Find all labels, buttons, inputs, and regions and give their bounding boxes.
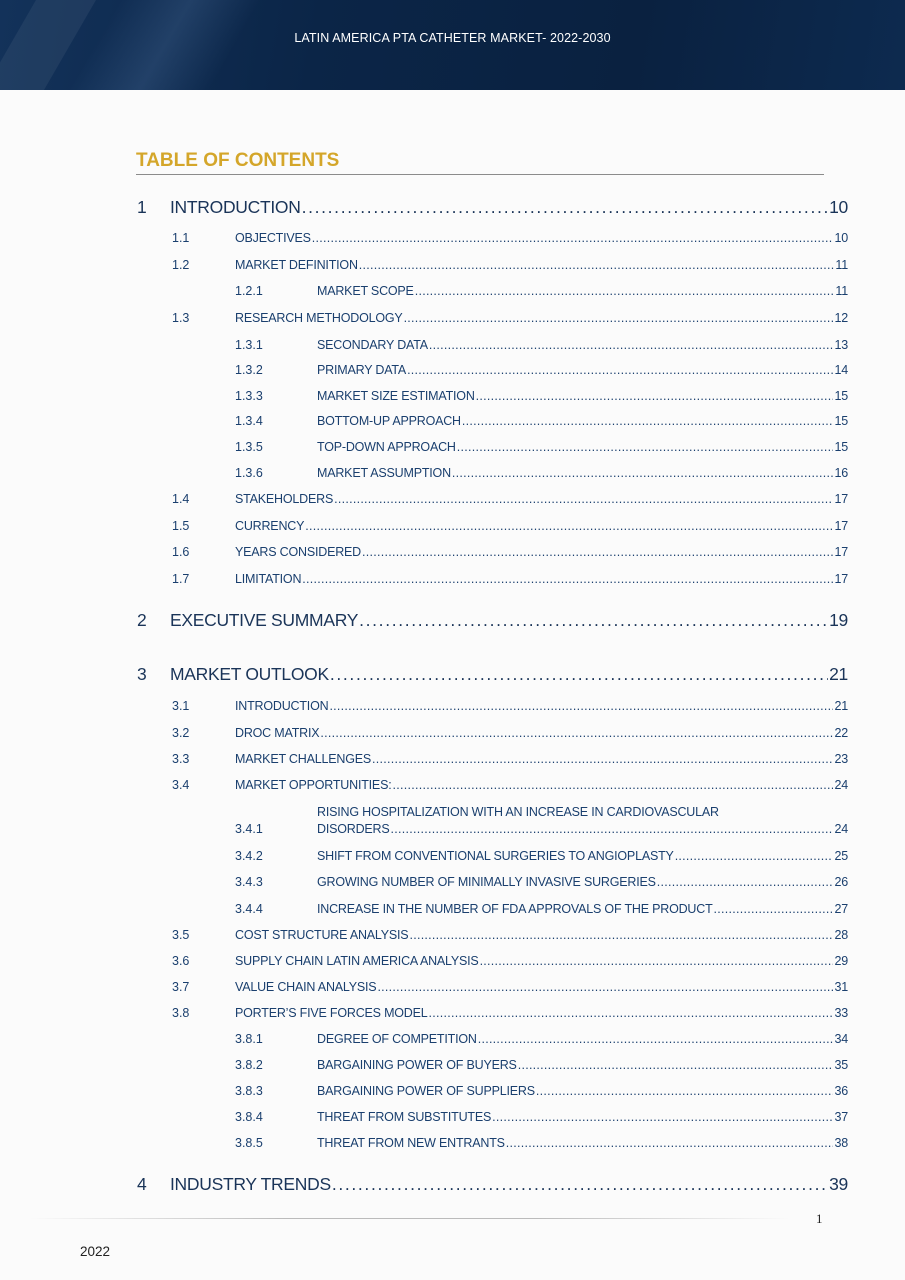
header-decor-stripe <box>69 0 261 90</box>
toc-entry-title: INTRODUCTION <box>235 699 329 713</box>
toc-entry-title: PORTER’S FIVE FORCES MODEL <box>235 1006 428 1020</box>
toc-entry-title: DISORDERS <box>317 822 390 836</box>
toc-entry-1-3-2[interactable] <box>317 363 848 377</box>
toc-entry-page: 13 <box>834 338 848 352</box>
toc-number-1-3-5: 1.3.5 <box>235 440 263 454</box>
toc-entry-page: 10 <box>834 231 848 245</box>
toc-entry-page: 31 <box>834 980 848 994</box>
footer-year: 2022 <box>80 1244 111 1259</box>
toc-number-3-7: 3.7 <box>172 980 190 994</box>
toc-number-3-8-2: 3.8.2 <box>235 1058 263 1072</box>
toc-number-3-8-3: 3.8.3 <box>235 1084 263 1098</box>
toc-entry-title: OBJECTIVES <box>235 231 311 245</box>
toc-entry-page: 12 <box>834 311 848 325</box>
toc-entry-title: MARKET CHALLENGES <box>235 752 371 766</box>
toc-entry-page: 15 <box>834 440 848 454</box>
toc-entry-page: 33 <box>834 1006 848 1020</box>
toc-entry-title: THREAT FROM SUBSTITUTES <box>317 1110 492 1124</box>
toc-entry-page: 15 <box>834 414 848 428</box>
toc-number-3-6: 3.6 <box>172 954 190 968</box>
toc-entry-title: BOTTOM-UP APPROACH <box>317 414 461 428</box>
toc-entry-title: THREAT FROM NEW ENTRANTS <box>317 1136 505 1150</box>
toc-dot-leader <box>409 928 833 942</box>
toc-entry-3-8-3[interactable] <box>317 1084 848 1098</box>
toc-dot-leader <box>480 954 834 968</box>
toc-entry-page: 35 <box>834 1058 848 1072</box>
toc-entry-1-7[interactable] <box>235 572 848 586</box>
toc-number-3-8-4: 3.8.4 <box>235 1110 263 1124</box>
toc-entry-title: MARKET DEFINITION <box>235 258 358 272</box>
toc-dot-leader <box>391 822 834 836</box>
toc-entry-title: INTRODUCTION <box>170 197 301 217</box>
toc-entry-page: 27 <box>834 902 848 916</box>
toc-dot-leader <box>429 1006 834 1020</box>
toc-dot-leader <box>429 338 834 352</box>
toc-entry-title: RESEARCH METHODOLOGY <box>235 311 403 325</box>
toc-number-3-8-1: 3.8.1 <box>235 1032 263 1046</box>
toc-entry-page: 15 <box>834 389 848 403</box>
toc-number-3-4: 3.4 <box>172 778 190 792</box>
toc-entry-3-4-3[interactable] <box>317 875 848 889</box>
toc-number-1-4: 1.4 <box>172 492 190 506</box>
toc-entry-page: 26 <box>834 875 848 889</box>
toc-title-line1-3-4-1[interactable]: RISING HOSPITALIZATION WITH AN INCREASE IN CARDIOVASCULAR <box>317 805 719 819</box>
toc-entry-3-7[interactable] <box>235 980 848 994</box>
toc-dot-leader <box>359 610 828 631</box>
toc-dot-leader <box>305 519 833 533</box>
toc-entry-title: INDUSTRY TRENDS <box>170 1174 331 1194</box>
toc-entry-page: 36 <box>834 1084 848 1098</box>
toc-number-1-3-1: 1.3.1 <box>235 338 263 352</box>
toc-dot-leader <box>457 440 834 454</box>
toc-entry-1-3-5[interactable] <box>317 440 848 454</box>
toc-entry-title: EXECUTIVE SUMMARY <box>170 610 359 630</box>
toc-entry-page: 38 <box>834 1136 848 1150</box>
toc-number-3-3: 3.3 <box>172 752 190 766</box>
toc-entry-page: 34 <box>834 1032 848 1046</box>
toc-number-3-1: 3.1 <box>172 699 190 713</box>
toc-number-3-4-1: 3.4.1 <box>235 822 263 836</box>
toc-entry-title: YEARS CONSIDERED <box>235 545 361 559</box>
toc-entry-4[interactable] <box>170 1174 848 1195</box>
toc-entry-title: PRIMARY DATA <box>317 363 407 377</box>
toc-dot-leader <box>714 902 834 916</box>
toc-entry-1-3[interactable] <box>235 311 848 325</box>
toc-entry-title: SHIFT FROM CONVENTIONAL SURGERIES TO ANGIOPLASTY <box>317 849 674 863</box>
toc-entry-3-2[interactable] <box>235 726 848 740</box>
toc-dot-leader <box>415 284 835 298</box>
toc-entry-title: MARKET ASSUMPTION <box>317 466 451 480</box>
toc-entry-page: 17 <box>834 572 848 586</box>
toc-entry-title: SECONDARY DATA <box>317 338 428 352</box>
toc-entry-3-6[interactable] <box>235 954 848 968</box>
toc-entry-3-4-4[interactable] <box>317 902 848 916</box>
toc-number-1-6: 1.6 <box>172 545 190 559</box>
toc-entry-3[interactable] <box>170 664 848 685</box>
toc-entry-title: DEGREE OF COMPETITION <box>317 1032 477 1046</box>
toc-number-1-2: 1.2 <box>172 258 190 272</box>
toc-entry-page: 21 <box>829 664 848 684</box>
toc-dot-leader <box>302 572 833 586</box>
toc-entry-title: SUPPLY CHAIN LATIN AMERICA ANALYSIS <box>235 954 479 968</box>
toc-number-4: 4 <box>137 1174 147 1194</box>
toc-entry-page: 14 <box>834 363 848 377</box>
toc-entry-page: 17 <box>834 519 848 533</box>
report-header-banner <box>0 0 905 90</box>
toc-entry-title: COST STRUCTURE ANALYSIS <box>235 928 409 942</box>
toc-number-1-3-2: 1.3.2 <box>235 363 263 377</box>
toc-dot-leader <box>334 492 833 506</box>
toc-dot-leader <box>330 664 828 685</box>
toc-number-3: 3 <box>137 664 147 684</box>
toc-entry-title: TOP-DOWN APPROACH <box>317 440 456 454</box>
toc-entry-title: GROWING NUMBER OF MINIMALLY INVASIVE SURGERIES <box>317 875 656 889</box>
toc-dot-leader <box>452 466 834 480</box>
toc-entry-title: INCREASE IN THE NUMBER OF FDA APPROVALS OF THE PRODUCT <box>317 902 713 916</box>
toc-number-1-5: 1.5 <box>172 519 190 533</box>
toc-entry-1-6[interactable] <box>235 545 848 559</box>
toc-entry-1-3-3[interactable] <box>317 389 848 403</box>
toc-dot-leader <box>675 849 834 863</box>
toc-entry-3-5[interactable] <box>235 928 848 942</box>
report-title: LATIN AMERICA PTA CATHETER MARKET- 2022-2030 <box>294 31 611 45</box>
toc-number-3-4-4: 3.4.4 <box>235 902 263 916</box>
toc-entry-1-3-4[interactable] <box>317 414 848 428</box>
toc-entry-page: 23 <box>834 752 848 766</box>
toc-dot-leader <box>404 311 834 325</box>
toc-dot-leader <box>377 980 833 994</box>
toc-entry-page: 24 <box>834 822 848 836</box>
toc-entry-3-4[interactable] <box>235 778 848 792</box>
toc-dot-leader <box>392 778 833 792</box>
toc-entry-3-8-4[interactable] <box>317 1110 848 1124</box>
toc-entry-title: MARKET SCOPE <box>317 284 414 298</box>
toc-entry-page: 11 <box>835 258 848 272</box>
toc-entry-page: 24 <box>834 778 848 792</box>
toc-number-1: 1 <box>137 197 147 217</box>
toc-entry-title: LIMITATION <box>235 572 302 586</box>
toc-dot-leader <box>372 752 833 766</box>
toc-dot-leader <box>329 699 833 713</box>
toc-entry-3-8-1[interactable] <box>317 1032 848 1046</box>
toc-dot-leader <box>332 1174 828 1195</box>
toc-entry-title: MARKET OPPORTUNITIES: <box>235 778 392 792</box>
toc-dot-leader <box>478 1032 834 1046</box>
toc-entry-page: 28 <box>834 928 848 942</box>
toc-dot-leader <box>518 1058 834 1072</box>
toc-entry-page: 22 <box>834 726 848 740</box>
toc-entry-page: 25 <box>834 849 848 863</box>
footer-rule <box>30 1218 790 1219</box>
toc-number-1-3-3: 1.3.3 <box>235 389 263 403</box>
toc-dot-leader <box>312 231 834 245</box>
toc-number-3-4-3: 3.4.3 <box>235 875 263 889</box>
toc-number-3-5: 3.5 <box>172 928 190 942</box>
toc-entry-title: VALUE CHAIN ANALYSIS <box>235 980 377 994</box>
toc-number-3-4-2: 3.4.2 <box>235 849 263 863</box>
toc-dot-leader <box>362 545 833 559</box>
toc-entry-title: BARGAINING POWER OF SUPPLIERS <box>317 1084 535 1098</box>
toc-entry-1-5[interactable] <box>235 519 848 533</box>
toc-number-3-2: 3.2 <box>172 726 190 740</box>
toc-entry-1-2-1[interactable] <box>317 284 848 298</box>
toc-entry-1-2[interactable] <box>235 258 848 272</box>
toc-entry-1-1[interactable] <box>235 231 848 245</box>
toc-dot-leader <box>476 389 834 403</box>
toc-entry-3-4-1[interactable] <box>317 822 848 836</box>
toc-number-1-2-1: 1.2.1 <box>235 284 263 298</box>
toc-number-1-3-4: 1.3.4 <box>235 414 263 428</box>
toc-heading: TABLE OF CONTENTS <box>136 150 340 171</box>
toc-entry-page: 29 <box>834 954 848 968</box>
toc-entry-page: 10 <box>829 197 848 217</box>
toc-entry-page: 21 <box>834 699 848 713</box>
toc-entry-title: MARKET SIZE ESTIMATION <box>317 389 475 403</box>
toc-entry-title: CURRENCY <box>235 519 305 533</box>
toc-entry-page: 16 <box>834 466 848 480</box>
toc-entry-1[interactable] <box>170 197 848 218</box>
toc-dot-leader <box>506 1136 834 1150</box>
toc-entry-title: BARGAINING POWER OF BUYERS <box>317 1058 517 1072</box>
toc-entry-3-4-2[interactable] <box>317 849 848 863</box>
toc-entry-3-8[interactable] <box>235 1006 848 1020</box>
page-number: 1 <box>816 1211 823 1226</box>
toc-number-3-8-5: 3.8.5 <box>235 1136 263 1150</box>
toc-number-1-3-6: 1.3.6 <box>235 466 263 480</box>
toc-entry-title: STAKEHOLDERS <box>235 492 334 506</box>
toc-entry-page: 11 <box>835 284 848 298</box>
toc-number-1-7: 1.7 <box>172 572 190 586</box>
toc-entry-2[interactable] <box>170 610 848 631</box>
toc-dot-leader <box>320 726 833 740</box>
toc-dot-leader <box>462 414 834 428</box>
toc-number-1-3: 1.3 <box>172 311 190 325</box>
toc-entry-3-8-5[interactable] <box>317 1136 848 1150</box>
toc-dot-leader <box>657 875 834 889</box>
toc-dot-leader <box>359 258 835 272</box>
toc-entry-page: 37 <box>834 1110 848 1124</box>
toc-entry-3-1[interactable] <box>235 699 848 713</box>
toc-entry-1-3-6[interactable] <box>317 466 848 480</box>
toc-dot-leader <box>492 1110 833 1124</box>
toc-dot-leader <box>302 197 829 218</box>
toc-entry-page: 17 <box>834 545 848 559</box>
toc-entry-1-4[interactable] <box>235 492 848 506</box>
toc-entry-title: MARKET OUTLOOK <box>170 664 329 684</box>
toc-number-3-8: 3.8 <box>172 1006 190 1020</box>
toc-number-2: 2 <box>137 610 147 630</box>
toc-dot-leader <box>536 1084 834 1098</box>
toc-entry-3-8-2[interactable] <box>317 1058 848 1072</box>
toc-heading-rule <box>136 174 824 175</box>
toc-number-1-1: 1.1 <box>172 231 190 245</box>
toc-dot-leader <box>407 363 833 377</box>
toc-entry-3-3[interactable] <box>235 752 848 766</box>
toc-entry-page: 39 <box>829 1174 848 1194</box>
toc-entry-page: 17 <box>834 492 848 506</box>
toc-entry-page: 19 <box>829 610 848 630</box>
toc-entry-title: DROC MATRIX <box>235 726 320 740</box>
toc-entry-1-3-1[interactable] <box>317 338 848 352</box>
